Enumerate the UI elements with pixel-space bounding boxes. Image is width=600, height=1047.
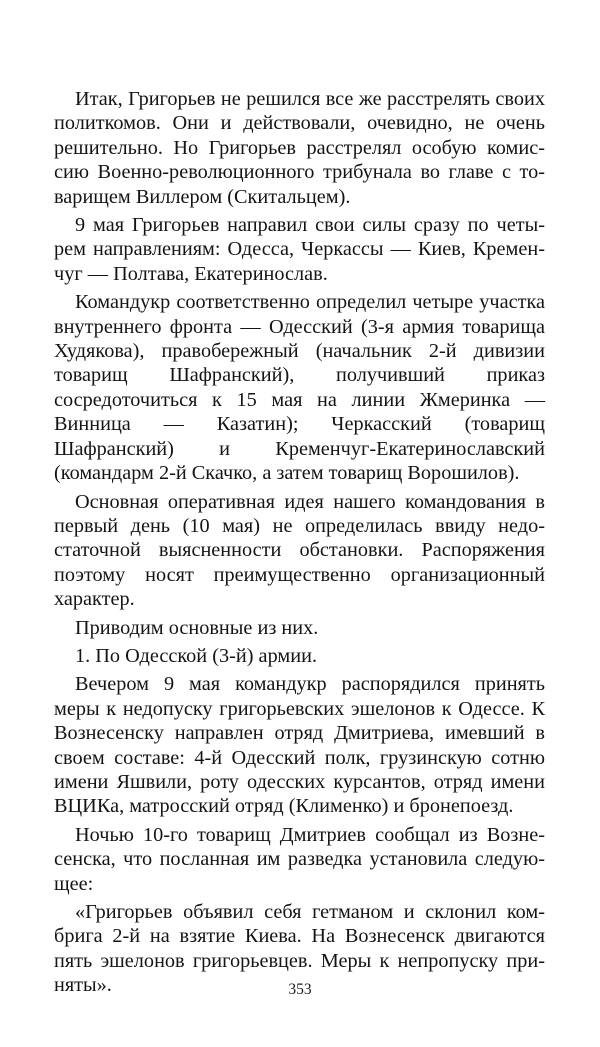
paragraph-quoted-report: «Григорьев объявил себя гетманом и склонил комбрига 2-й на взятие Киева. На Вознесенск двигаются пять эшелонов григорьевцев. Меры к непропуску приняты».: [54, 901, 545, 997]
page-number: 353: [288, 981, 312, 998]
text-body: [54, 87, 545, 998]
paragraph-dmitriev-detachment: Вечером 9 мая командукр распорядился принять меры к недопуску григорьевских эшелонов к Одессе. К Вознесенску направлен отряд Дмитриева, имевший в своем составе: 4-й Одесский полк, грузинскую сотню имени Яшвили, роту одесских курсантов, отряд имени ВЦИКа, матросский отряд (Клименко) и бронепоезд.: [54, 673, 545, 818]
paragraph-may-9-directions: 9 мая Григорьев направил свои силы сразу по четырем направлениям: Одесса, Черкассы — Киев, Кременчуг — Полтава, Екатеринослав.: [54, 214, 545, 285]
paragraph-front-sectors: Командукр соответственно определил четыре участка внутреннего фронта — Одесский (3-я армия товарища Худякова), правобережный (начальник 2-й дивизии товарищ Шафранский), получивший приказ сосредоточиться к 15 мая на линии Жмеринка — Винница — Казатин); Черкасский (товарищ Шафранский) и Кременчуг-Екатеринославский (командарм 2-й Скачко, а затем товарищ Ворошилов).: [54, 291, 545, 485]
paragraph-operational-idea: Основная оперативная идея нашего командования в первый день (10 мая) не определилась ввиду недостаточной выясненности обстановки. Распоряжения поэтому носят преимущественно организационный характер.: [54, 490, 545, 611]
paragraph-politcommissars: Итак, Григорьев не решился все же расстрелять своих политкомов. Они и действовали, очевидно, не очень решительно. Но Григорьев расстрелял особую комиссию Военно-революционного трибунала во главе с товарищем Виллером (Скитальцем).: [54, 88, 545, 208]
paragraph-odessa-army-heading: 1. По Одесской (3-й) армии.: [75, 644, 318, 667]
paragraph-main-orders-intro: Приводим основные из них.: [75, 616, 319, 639]
paragraph-dmitriev-report: Ночью 10-го товарищ Дмитриев сообщал из Вознесенска, что посланная им разведка установила следующее:: [54, 823, 545, 895]
